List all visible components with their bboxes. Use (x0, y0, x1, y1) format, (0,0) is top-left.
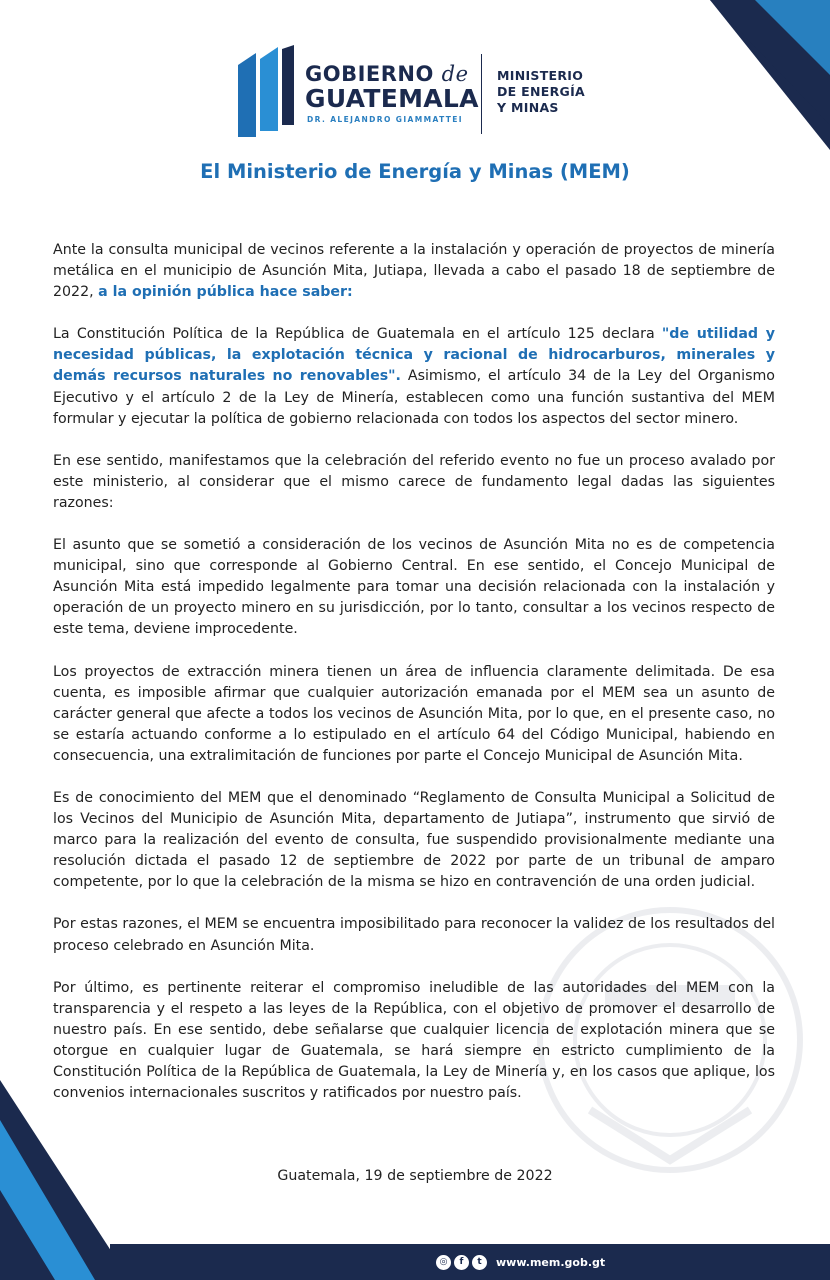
logo-president-name: DR. ALEJANDRO GIAMMATTEI (307, 115, 463, 124)
government-logo-mark (238, 45, 298, 137)
twitter-icon[interactable]: t (472, 1255, 487, 1270)
instagram-icon[interactable]: ◎ (436, 1255, 451, 1270)
paragraph-6: Es de conocimiento del MEM que el denominado “Reglamento de Consulta Municipal a Solicitud de los Vecinos del Municipio de Asunción Mita, departamento de Jutiapa”, instrumento que sirvió de marco para la realización del evento de consulta, fue suspendido provisionalmente mediante una resolución dictada el pasado 12 de septiembre de 2022 por parte de un tribunal de amparo competente, por lo que la celebración de la misma se hizo en contravención de una orden judicial. (53, 789, 775, 891)
paragraph-8: Por último, es pertinente reiterar el compromiso ineludible de las autoridades del MEM con la transparencia y el respeto a las leyes de la República, con el objetivo de promover el desarrollo de nuestro país. En ese sentido, debe señalarse que cualquier licencia de explotación minera que se otorgue en cualquier lugar de Guatemala, se hará siempre en estricto cumplimiento de la Constitución Política de la República de Guatemala, la Ley de Minería y, en los casos que aplique, los convenios internacionales suscritos y ratificados por nuestro país. (53, 979, 775, 1102)
logo-guatemala: GUATEMALA (305, 84, 479, 113)
document-title: El Ministerio de Energía y Minas (MEM) (200, 160, 630, 183)
ministry-name: MINISTERIO DE ENERGÍA Y MINAS (497, 68, 586, 115)
paragraph-4: El asunto que se sometió a consideración de los vecinos de Asunción Mita no es de competencia municipal, sino que corresponde al Gobierno Central. En ese sentido, el Concejo Municipal de Asunción Mita está impedido legalmente para tomar una decisión relacionada con la instalación y operación de un proyecto minero en su jurisdicción, por lo tanto, consultar a los vecinos respecto de este tema, deviene improcedente. (53, 537, 775, 638)
paragraph-5: Los proyectos de extracción minera tienen un área de influencia claramente delimitada. De esa cuenta, es imposible afirmar que cualquier autorización emanada por el MEM sea un asunto de carácter general que afecte a todos los vecinos de Asunción Mita, por lo que, en el presente caso, no se estaría actuando conforme a lo estipulado en el artículo 64 del Código Municipal, habiendo en consecuencia, una extralimitación de funciones por parte el Concejo Municipal de Asunción Mita. (53, 663, 775, 764)
logo-gobierno: GOBIERNO de (305, 62, 469, 86)
paragraph-3: En ese sentido, manifestamos que la celebración del referido evento no fue un proceso avalado por este ministerio, al considerar que el mismo carece de fundamento legal dadas las siguientes razones: (53, 452, 775, 511)
document-date: Guatemala, 19 de septiembre de 2022 (277, 1168, 553, 1184)
paragraph-2: La Constitución Política de la República de Guatemala en el artículo 125 declara "de utilidad y necesidad públicas, la explotación técnica y racional de hidrocarburos, minerales y demás recursos naturales no renovables". Asimismo, el artículo 34 de la Ley del Organismo Ejecutivo y el artículo 2 de la Ley de Minería, establecen como una función sustantiva del MEM formular y ejecutar la política de gobierno relacionada con todos los aspectos del sector minero. (53, 326, 775, 427)
paragraph-1: Ante la consulta municipal de vecinos referente a la instalación y operación de proyectos de minería metálica en el municipio de Asunción Mita, Jutiapa, llevada a cabo el pasado 18 de septiembre de 2022, a la opinión pública hace saber: (53, 242, 775, 301)
header (0, 40, 830, 140)
footer (436, 1252, 605, 1272)
header-divider (481, 54, 482, 134)
paragraph-7: Por estas razones, el MEM se encuentra imposibilitado para reconocer la validez de los resultados del proceso celebrado en Asunción Mita. (53, 916, 775, 954)
facebook-icon[interactable]: f (454, 1255, 469, 1270)
website-link[interactable]: www.mem.gob.gt (496, 1255, 606, 1269)
document-body (53, 240, 775, 1125)
